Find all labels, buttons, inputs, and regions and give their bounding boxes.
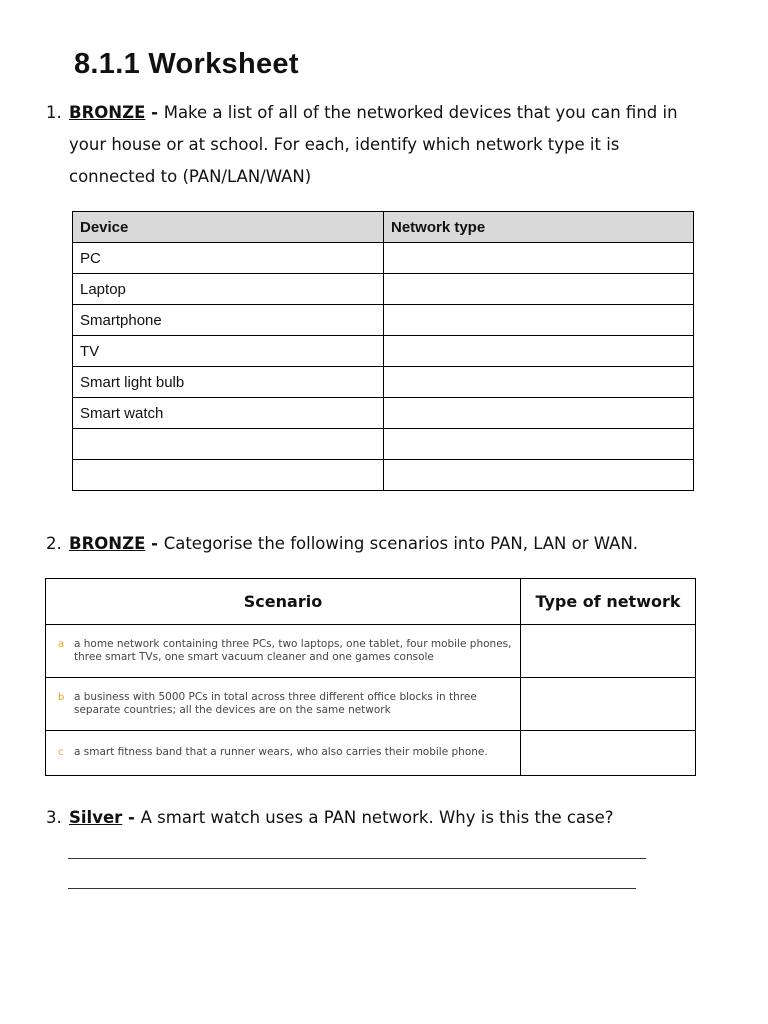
device-cell: Smart watch xyxy=(73,398,384,429)
type-of-network-cell[interactable] xyxy=(521,678,696,731)
question-text-line1: Make a list of all of the networked devices that you can find in xyxy=(163,103,678,122)
level-dash: - xyxy=(145,534,164,553)
question-text-line3: connected to (PAN/LAN/WAN) xyxy=(69,167,312,186)
table-row xyxy=(46,625,696,678)
scenario-letter: c xyxy=(58,747,64,759)
table-row xyxy=(73,429,694,460)
scenario-table xyxy=(45,578,696,776)
scenario-cell xyxy=(46,625,521,678)
network-type-cell[interactable] xyxy=(384,429,694,460)
table-row xyxy=(73,398,694,429)
type-of-network-cell[interactable] xyxy=(521,731,696,776)
scenario-cell xyxy=(46,731,521,776)
scenario-text-line2: three smart TVs, one smart vacuum cleaner and one games console xyxy=(74,651,434,663)
device-cell: Smart light bulb xyxy=(73,367,384,398)
device-cell[interactable] xyxy=(73,429,384,460)
network-type-cell[interactable] xyxy=(384,398,694,429)
question-text: Categorise the following scenarios into PAN, LAN or WAN. xyxy=(163,534,639,553)
question-number: 3. xyxy=(46,808,62,827)
header-network-type: Network type xyxy=(384,212,694,243)
devices-table xyxy=(72,211,694,491)
question-text-line2: your house or at school. For each, identify which network type it is xyxy=(69,135,620,154)
network-type-cell[interactable] xyxy=(384,305,694,336)
header-device: Device xyxy=(73,212,384,243)
network-type-cell[interactable] xyxy=(384,336,694,367)
answer-line[interactable] xyxy=(68,888,636,889)
network-type-cell[interactable] xyxy=(384,367,694,398)
device-cell: TV xyxy=(73,336,384,367)
level-label: Silver xyxy=(69,808,123,827)
table-row xyxy=(46,678,696,731)
level-dash: - xyxy=(145,103,164,122)
type-of-network-cell[interactable] xyxy=(521,625,696,678)
device-cell[interactable] xyxy=(73,460,384,491)
table-row xyxy=(73,274,694,305)
table-row xyxy=(73,243,694,274)
scenario-text-line1: a smart fitness band that a runner wears, who also carries their mobile phone. xyxy=(74,746,488,759)
network-type-cell[interactable] xyxy=(384,243,694,274)
scenario-text-line1: a home network containing three PCs, two laptops, one tablet, four mobile phones, xyxy=(74,637,512,650)
answer-line[interactable] xyxy=(68,858,646,859)
device-cell: PC xyxy=(73,243,384,274)
network-type-cell[interactable] xyxy=(384,460,694,491)
question-3 xyxy=(46,802,726,834)
scenario-letter: a xyxy=(58,638,65,650)
table-header-row xyxy=(46,579,696,625)
level-label: BRONZE xyxy=(69,534,146,553)
scenario-text-line2: separate countries; all the devices are on the same network xyxy=(74,704,391,716)
question-text: A smart watch uses a PAN network. Why is this the case? xyxy=(140,808,614,827)
table-row xyxy=(73,367,694,398)
header-scenario: Scenario xyxy=(46,579,521,625)
question-number: 1. xyxy=(46,103,62,122)
table-row xyxy=(73,460,694,491)
level-label: BRONZE xyxy=(69,103,146,122)
scenario-text-line1: a business with 5000 PCs in total across three different office blocks in three xyxy=(74,690,477,703)
level-dash: - xyxy=(122,808,141,827)
table-header-row xyxy=(73,212,694,243)
table-row xyxy=(46,731,696,776)
scenario-cell xyxy=(46,678,521,731)
device-cell: Laptop xyxy=(73,274,384,305)
scenario-letter: b xyxy=(58,691,65,703)
page-title: 8.1.1 Worksheet xyxy=(74,48,299,80)
device-cell: Smartphone xyxy=(73,305,384,336)
table-row xyxy=(73,336,694,367)
question-number: 2. xyxy=(46,534,62,553)
question-2 xyxy=(46,528,726,560)
network-type-cell[interactable] xyxy=(384,274,694,305)
question-1 xyxy=(46,97,726,193)
header-type-of-network: Type of network xyxy=(521,579,696,625)
table-row xyxy=(73,305,694,336)
